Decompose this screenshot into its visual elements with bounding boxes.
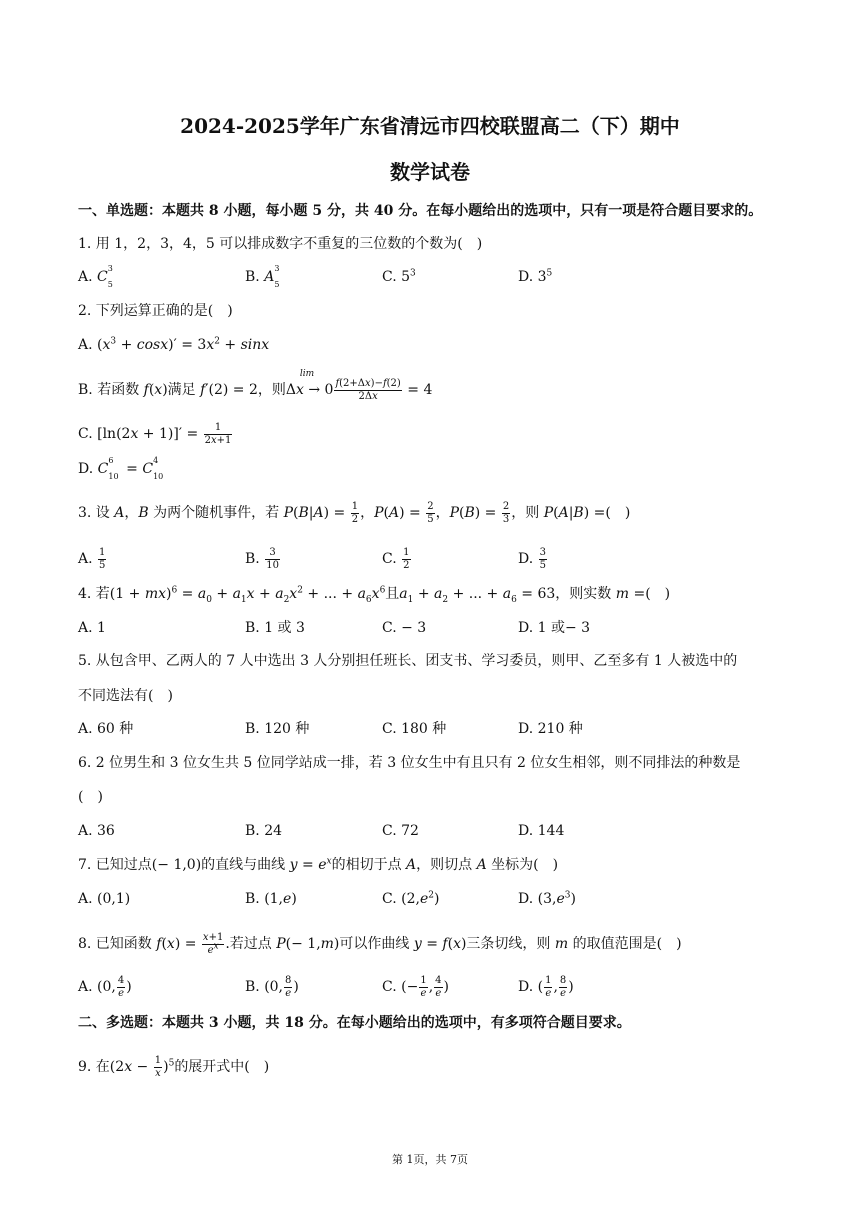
- page-footer: 第 1页，共 7页: [392, 1153, 468, 1166]
- q2-option-a: A. $(x^3 + \cos x)' = 3x^2 + \sin x$: [78, 336, 270, 353]
- q2-option-b: B. 若函数 f(x)满足 f′(2) = 2，则 lim Δx → 0 $\frac{f(2+\Delta x)-f(2)}{2\Delta x}$ = 4: [78, 369, 433, 402]
- q7-option-a: A. (0,1): [78, 891, 131, 907]
- q8-option-d: D. ( $\frac{1}{e}$ , $\frac{8}{e}$ ): [518, 975, 574, 999]
- question-1: 1. 用 1，2，3，4，5 可以排成数字不重复的三位数的个数为( ): [78, 236, 483, 252]
- q2-option-c: C. [ln(2x + 1)]′ = $\frac{1}{2x+1}$: [78, 422, 232, 446]
- q5-option-a: A. 60 种: [78, 721, 134, 737]
- q3-option-c: C. $\frac{1}{2}$: [382, 547, 410, 571]
- question-5: 5. 从包含甲、乙两人的 7 人中选出 3 人分别担任班长、团支书、学习委员，则甲、乙至多有 1 人被选中的: [78, 653, 738, 669]
- question-3: 3. 设 A，B 为两个随机事件，若 P(B|A) = $\frac{1}{2}$ ，P(A) = $\frac{2}{5}$ ，P(B) = $\frac{2}{3}$ ，则 P(A|B) =( ): [78, 501, 631, 525]
- q5-option-b: B. 120 种: [245, 721, 310, 737]
- section-heading-single-choice: 一、单选题：本题共 8 小题，每小题 5 分，共 40 分。在每小题给出的选项中，只有一项是符合题目要求的。: [78, 203, 763, 219]
- section-heading-multiple-choice: 二、多选题：本题共 3 小题，共 18 分。在每小题给出的选项中，有多项符合题目要求。: [78, 1015, 631, 1031]
- q3-option-d: D. $\frac{3}{5}$: [518, 547, 547, 571]
- q2-option-d: D. C 6 10 = C 4 10: [78, 456, 164, 481]
- q1-option-a: A. C 3 5: [78, 264, 113, 289]
- q4-option-b: B. 1 或 3: [245, 620, 305, 636]
- q5-option-c: C. 180 种: [382, 721, 447, 737]
- q8-option-c: C. (− $\frac{1}{e}$ , $\frac{4}{e}$ ): [382, 975, 449, 999]
- question-6: 6. 2 位男生和 3 位女生共 5 位同学站成一排，若 3 位女生中有且只有 2 位女生相邻，则不同排法的种数是: [78, 755, 741, 771]
- q8-option-b: B. (0, $\frac{8}{e}$ ): [245, 975, 299, 999]
- question-9: 9. 在(2x − $\frac{1}{x}$ )$^5$的展开式中( ): [78, 1055, 270, 1079]
- q7-option-b: B. (1,e): [245, 891, 297, 907]
- exam-title: 2024-2025学年广东省清远市四校联盟高二（下）期中: [180, 114, 680, 138]
- question-2: 2. 下列运算正确的是( ): [78, 303, 233, 319]
- q7-option-c: C. $(2,e^2)$: [382, 890, 440, 907]
- q6-option-c: C. 72: [382, 823, 419, 839]
- q6-option-d: D. 144: [518, 823, 565, 839]
- q5-option-d: D. 210 种: [518, 721, 583, 737]
- question-7: 7. 已知过点(− 1,0)的直线与曲线 $y = e^x$的相切于点 A，则切点 A 坐标为( ): [78, 856, 559, 873]
- q7-option-d: D. $(3,e^3)$: [518, 890, 576, 907]
- q3-option-b: B. $\frac{3}{10}$: [245, 547, 279, 571]
- question-6-cont: ( ): [78, 789, 103, 805]
- question-5-cont: 不同选法有( ): [78, 688, 173, 704]
- q1-option-b: B. A 3 5: [245, 264, 280, 289]
- q4-option-c: C. − 3: [382, 620, 427, 636]
- q1-option-d: D. $3^5$: [518, 268, 553, 285]
- exam-subtitle: 数学试卷: [390, 160, 470, 184]
- q4-option-d: D. 1 或− 3: [518, 620, 591, 636]
- q6-option-a: A. 36: [78, 823, 115, 839]
- question-4: 4. 若$(1 + mx)^6 = a_0 + a_1x + a_2x^2$ + ... + $a_6x^6$且$a_1 + a_2$ + ... + $a_6 = 63$，则实数 m =( ): [78, 585, 671, 605]
- q4-option-a: A. 1: [78, 620, 106, 636]
- q8-option-a: A. (0, $\frac{4}{e}$ ): [78, 975, 132, 999]
- q6-option-b: B. 24: [245, 823, 283, 839]
- question-8: 8. 已知函数 f(x) = $\frac{x+1}{e^x}$ .若过点 P(− 1,m)可以作曲线 y = f(x)三条切线，则 m 的取值范围是( ): [78, 932, 682, 956]
- q3-option-a: A. $\frac{1}{5}$: [78, 547, 106, 571]
- q1-option-c: C. $5^3$: [382, 268, 416, 285]
